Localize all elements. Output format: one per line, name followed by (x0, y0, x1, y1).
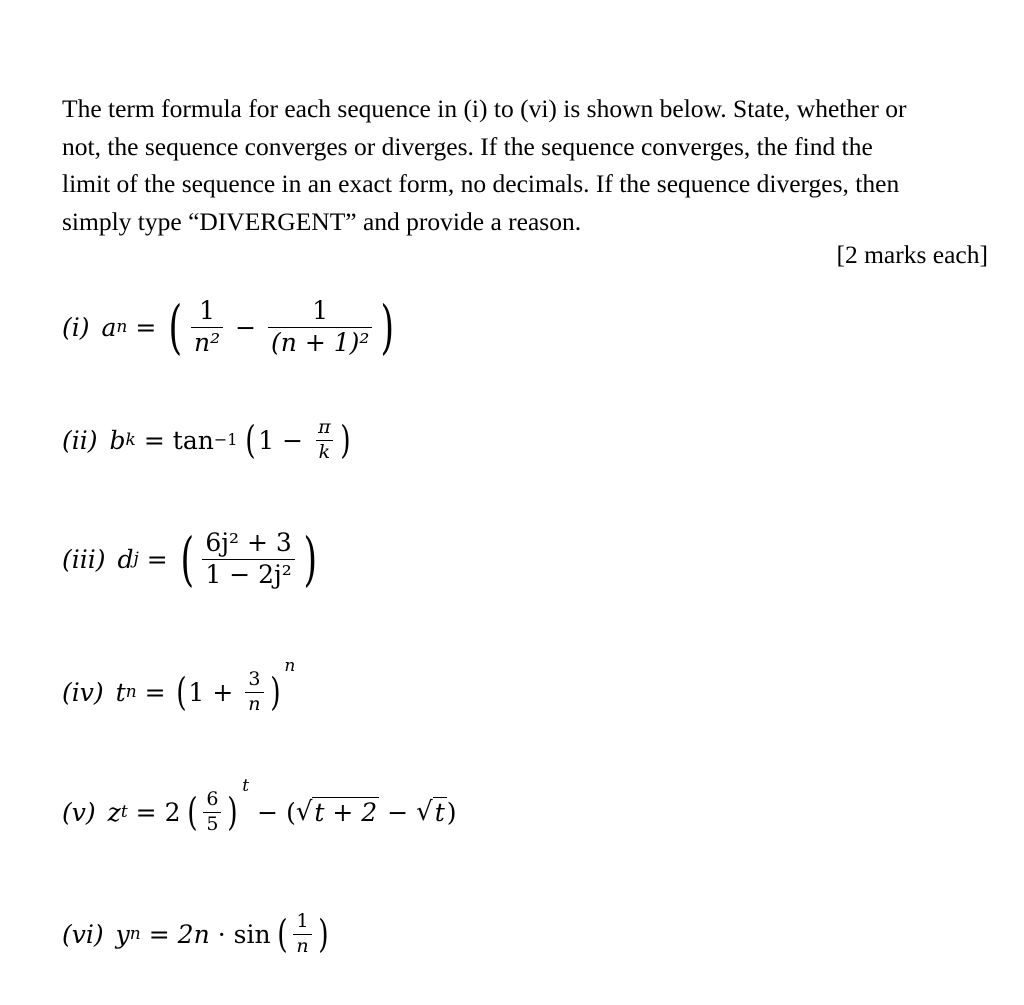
intro-line-4: simply type “DIVERGENT” and provide a reason. (62, 206, 582, 236)
sequence-var: y (115, 919, 130, 949)
formula-vi: (vi) y n = 2n · sin ( $\frac{1}{n}$ ) (62, 910, 329, 957)
formula-iii: (iii) d j = ( $\frac{\text{6j² + 3}}{\text{1 − 2j²}}$ ) (62, 525, 317, 593)
formula-v: (v) z t = 2 ( $\frac{6}{5}$ ) t − ( √ t + 2 − √ t ) (62, 776, 457, 835)
item-label: (ii) (62, 425, 98, 455)
formula-ii: (ii) b k = tan −1 ( 1 − $\frac{\pi}{k}$ ) (62, 416, 351, 463)
sequence-var: z (107, 797, 121, 827)
sequence-var: d (117, 544, 134, 574)
question-text (62, 90, 997, 240)
sequence-var: a (101, 312, 117, 342)
item-label: (i) (62, 312, 90, 342)
fraction: $\frac{1}{n}$ (293, 912, 311, 957)
item-label: (iv) (62, 677, 104, 707)
intro-line-3: limit of the sequence in an exact form, no decimals. If the sequence diverges, then (62, 169, 900, 198)
item-label: (iii) (62, 544, 106, 574)
fraction: $\frac{6}{5}$ (203, 790, 221, 835)
sequence-var: b (109, 425, 126, 455)
fraction: $\frac{1}{\text{n²}}$ (191, 298, 223, 356)
fraction: $\frac{\pi}{k}$ (315, 418, 334, 463)
formula-iv: (iv) t n = ( 1 + $\frac{3}{n}$ ) n (62, 656, 296, 715)
sqrt: √ t + 2 (295, 797, 378, 828)
item-label: (vi) (62, 919, 104, 949)
fraction: $\frac{1}{\text{(n + 1)²}}$ (268, 298, 372, 356)
fraction: $\frac{3}{n}$ (245, 670, 263, 715)
fraction: $\frac{\text{6j² + 3}}{\text{1 − 2j²}}$ (202, 530, 294, 588)
formula-i: (i) a n = ( $\frac{1}{\text{n²}}$ − $\frac{1}{\text{(n + 1)²}}$ ) (62, 293, 395, 361)
intro-line-2: not, the sequence converges or diverges. If the sequence converges, the find the (62, 131, 873, 161)
item-label: (v) (62, 797, 96, 827)
sequence-var: t (115, 677, 126, 707)
marks-note: [2 marks each] (836, 240, 988, 269)
sqrt: √ t (416, 797, 445, 828)
intro-line-1: The term formula for each sequence in (i) to (vi) is shown below. State, whether or (62, 94, 907, 123)
